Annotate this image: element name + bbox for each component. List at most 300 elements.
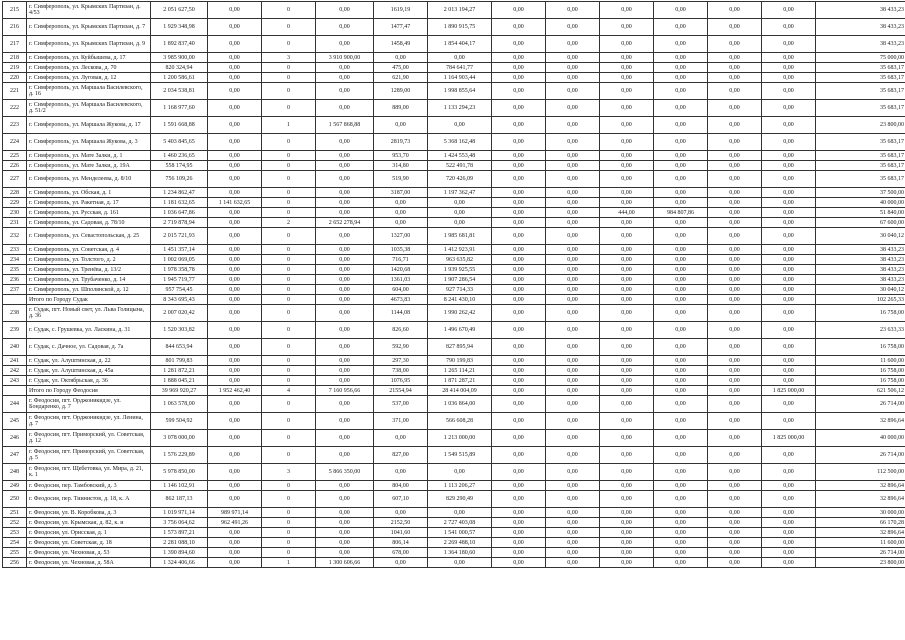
table-row: [3, 2, 905, 19]
address-cell: г. Феодосия, пгт. Щебетовка, ул. Мира, д. 21, к. 1: [27, 464, 151, 481]
value-cell: 0,00: [546, 538, 600, 548]
value-cell: 0,00: [546, 548, 600, 558]
value-cell: 0,00: [762, 538, 816, 548]
value-cell: 1 939 925,55: [428, 265, 492, 275]
value-cell: 0,00: [654, 430, 708, 447]
value-cell: 1619,19: [374, 2, 428, 19]
value-cell: 962 491,26: [208, 518, 262, 528]
value-cell: 0,00: [492, 464, 546, 481]
value-cell: 0: [262, 366, 316, 376]
value-cell: 40 000,00: [816, 430, 905, 447]
value-cell: 790 199,83: [428, 356, 492, 366]
value-cell: 0,00: [492, 83, 546, 100]
value-cell: 0,00: [492, 73, 546, 83]
value-cell: 0,00: [546, 481, 600, 491]
value-cell: 0,00: [654, 36, 708, 53]
value-cell: 0,00: [708, 538, 762, 548]
value-cell: 0,00: [546, 447, 600, 464]
value-cell: 102 265,33: [816, 295, 905, 305]
value-cell: 1327,00: [374, 228, 428, 245]
row-number-cell: 233: [3, 245, 27, 255]
address-cell: г. Симферополь, ул. Мате Залки, д. 1: [27, 151, 151, 161]
value-cell: 23 800,00: [816, 117, 905, 134]
value-cell: 0,00: [708, 295, 762, 305]
table-row: [3, 481, 905, 491]
value-cell: 0,00: [708, 528, 762, 538]
row-number-cell: 240: [3, 339, 27, 356]
value-cell: 1 591 668,88: [151, 117, 208, 134]
value-cell: 0,00: [492, 208, 546, 218]
value-cell: 32 896,64: [816, 491, 905, 508]
value-cell: 0,00: [708, 218, 762, 228]
value-cell: 5 368 162,48: [428, 134, 492, 151]
value-cell: 0,00: [546, 36, 600, 53]
value-cell: 0,00: [546, 265, 600, 275]
value-cell: 0,00: [492, 188, 546, 198]
value-cell: 0: [262, 275, 316, 285]
value-cell: 0,00: [708, 19, 762, 36]
table-row: [3, 208, 905, 218]
value-cell: 0: [262, 376, 316, 386]
table-row: [3, 198, 905, 208]
value-cell: 0,00: [316, 491, 374, 508]
value-cell: 1289,00: [374, 83, 428, 100]
value-cell: 1 892 837,40: [151, 36, 208, 53]
table-row: [3, 275, 905, 285]
value-cell: 23 633,33: [816, 322, 905, 339]
value-cell: 0,00: [208, 339, 262, 356]
value-cell: 38 433,23: [816, 265, 905, 275]
address-cell: г. Судак, ул. Алуштинская, д. 22: [27, 356, 151, 366]
value-cell: 0: [262, 151, 316, 161]
value-cell: 32 896,64: [816, 481, 905, 491]
value-cell: 32 896,64: [816, 528, 905, 538]
value-cell: 0,00: [546, 208, 600, 218]
table-row: [3, 63, 905, 73]
value-cell: 0,00: [492, 538, 546, 548]
value-cell: 0: [262, 100, 316, 117]
value-cell: 0,00: [492, 134, 546, 151]
value-cell: 0,00: [492, 63, 546, 73]
value-cell: 1 424 553,48: [428, 151, 492, 161]
value-cell: 0,00: [600, 481, 654, 491]
value-cell: 0,00: [762, 134, 816, 151]
value-cell: 1 945 719,77: [151, 275, 208, 285]
value-cell: 0,00: [600, 413, 654, 430]
value-cell: 0,00: [316, 19, 374, 36]
value-cell: 566 608,28: [428, 413, 492, 430]
address-cell: Итого по Городу Судак: [27, 295, 151, 305]
row-number-cell: 237: [3, 285, 27, 295]
value-cell: 0,00: [492, 518, 546, 528]
value-cell: 0,00: [546, 188, 600, 198]
value-cell: 0: [262, 528, 316, 538]
value-cell: 1 573 897,21: [151, 528, 208, 538]
row-number-cell: 234: [3, 255, 27, 265]
value-cell: 0,00: [654, 447, 708, 464]
value-cell: 0,00: [374, 218, 428, 228]
value-cell: 0,00: [428, 198, 492, 208]
value-cell: 0,00: [208, 295, 262, 305]
address-cell: г. Симферополь, ул. Маршала Василевского, д. 16: [27, 83, 151, 100]
table-row: [3, 386, 905, 396]
value-cell: 0,00: [546, 464, 600, 481]
value-cell: 963 635,82: [428, 255, 492, 265]
value-cell: 0,00: [546, 528, 600, 538]
value-cell: 0,00: [654, 322, 708, 339]
value-cell: 0,00: [762, 117, 816, 134]
value-cell: 0,00: [708, 2, 762, 19]
value-cell: 30 040,12: [816, 285, 905, 295]
value-cell: 0,00: [428, 208, 492, 218]
value-cell: 0,00: [208, 285, 262, 295]
value-cell: 35 683,17: [816, 151, 905, 161]
address-cell: г. Феодосия, пгт. Приморский, ул. Советская, д. 5: [27, 447, 151, 464]
value-cell: 0,00: [654, 356, 708, 366]
value-cell: 1 888 045,21: [151, 376, 208, 386]
value-cell: 804,00: [374, 481, 428, 491]
value-cell: 0,00: [316, 430, 374, 447]
value-cell: 0,00: [208, 117, 262, 134]
value-cell: 16 758,00: [816, 305, 905, 322]
value-cell: 0,00: [208, 396, 262, 413]
row-number-cell: 227: [3, 171, 27, 188]
value-cell: 11 600,00: [816, 538, 905, 548]
value-cell: 1 146 102,91: [151, 481, 208, 491]
address-cell: Итого по Городу Феодосия: [27, 386, 151, 396]
value-cell: 0,00: [316, 188, 374, 198]
row-number-cell: 225: [3, 151, 27, 161]
value-cell: 0,00: [654, 73, 708, 83]
value-cell: 38 433,23: [816, 36, 905, 53]
row-number-cell: [3, 386, 27, 396]
value-cell: 0,00: [208, 305, 262, 322]
value-cell: 1 952 462,40: [208, 386, 262, 396]
value-cell: 2 007 020,42: [151, 305, 208, 322]
value-cell: 0,00: [546, 366, 600, 376]
value-cell: 0,00: [546, 117, 600, 134]
row-number-cell: 251: [3, 508, 27, 518]
address-cell: г. Симферополь, ул. Советская, д. 4: [27, 245, 151, 255]
value-cell: 0,00: [546, 356, 600, 366]
value-cell: 0,00: [654, 491, 708, 508]
value-cell: 16 758,00: [816, 339, 905, 356]
address-cell: г. Симферополь, ул. Русская, д. 161: [27, 208, 151, 218]
value-cell: 0,00: [208, 2, 262, 19]
value-cell: 0,00: [546, 2, 600, 19]
value-cell: 0,00: [762, 198, 816, 208]
table-row: [3, 538, 905, 548]
value-cell: 607,10: [374, 491, 428, 508]
value-cell: 0,00: [762, 255, 816, 265]
address-cell: г. Симферополь, ул. Маршала Жукова, д. 17: [27, 117, 151, 134]
value-cell: 720 426,09: [428, 171, 492, 188]
value-cell: 1 520 303,82: [151, 322, 208, 339]
value-cell: 0,00: [316, 208, 374, 218]
value-cell: 0,00: [546, 63, 600, 73]
value-cell: 0,00: [708, 339, 762, 356]
value-cell: 0,00: [708, 171, 762, 188]
value-cell: 0,00: [600, 255, 654, 265]
value-cell: 0,00: [762, 447, 816, 464]
value-cell: 0,00: [654, 2, 708, 19]
value-cell: 0,00: [708, 430, 762, 447]
value-cell: 0,00: [762, 265, 816, 275]
value-cell: 0,00: [492, 558, 546, 568]
value-cell: 0,00: [708, 265, 762, 275]
value-cell: 26 714,00: [816, 447, 905, 464]
value-cell: 862 187,13: [151, 491, 208, 508]
value-cell: 0,00: [492, 218, 546, 228]
address-cell: г. Симферополь, ул. Мате Залки, д. 19А: [27, 161, 151, 171]
table-row: [3, 548, 905, 558]
value-cell: 0,00: [492, 100, 546, 117]
value-cell: 5 866 350,00: [316, 464, 374, 481]
value-cell: 2 652 278,94: [316, 218, 374, 228]
row-number-cell: 224: [3, 134, 27, 151]
value-cell: 0,00: [654, 305, 708, 322]
value-cell: 0,00: [600, 376, 654, 386]
row-number-cell: 256: [3, 558, 27, 568]
value-cell: 0,00: [762, 356, 816, 366]
value-cell: 297,30: [374, 356, 428, 366]
table-row: [3, 305, 905, 322]
value-cell: 0,00: [708, 481, 762, 491]
value-cell: 537,00: [374, 396, 428, 413]
table-row: [3, 218, 905, 228]
value-cell: 0,00: [316, 228, 374, 245]
row-number-cell: 239: [3, 322, 27, 339]
value-cell: 1 168 977,60: [151, 100, 208, 117]
value-cell: 0,00: [208, 171, 262, 188]
value-cell: 0,00: [208, 218, 262, 228]
value-cell: 756 109,26: [151, 171, 208, 188]
value-cell: 1 549 515,89: [428, 447, 492, 464]
value-cell: 1076,95: [374, 376, 428, 386]
value-cell: 0,00: [316, 275, 374, 285]
value-cell: 0,00: [708, 366, 762, 376]
value-cell: 0,00: [208, 430, 262, 447]
value-cell: 38 433,23: [816, 275, 905, 285]
value-cell: 522 491,78: [428, 161, 492, 171]
value-cell: 0,00: [316, 518, 374, 528]
value-cell: 0,00: [708, 83, 762, 100]
value-cell: 0,00: [492, 386, 546, 396]
row-number-cell: 222: [3, 100, 27, 117]
value-cell: 0,00: [208, 100, 262, 117]
value-cell: 0,00: [492, 322, 546, 339]
table-row: [3, 518, 905, 528]
row-number-cell: 221: [3, 83, 27, 100]
value-cell: 0,00: [208, 228, 262, 245]
value-cell: 0,00: [708, 558, 762, 568]
value-cell: 0,00: [708, 491, 762, 508]
value-cell: 0,00: [708, 161, 762, 171]
value-cell: 0,00: [762, 528, 816, 538]
value-cell: 0,00: [546, 134, 600, 151]
value-cell: 0,00: [762, 558, 816, 568]
value-cell: 1 496 670,49: [428, 322, 492, 339]
value-cell: 3 756 064,62: [151, 518, 208, 528]
address-cell: г. Феодосия, ул. Крымская, д. 82, к. и: [27, 518, 151, 528]
table-row: [3, 396, 905, 413]
value-cell: 0: [262, 413, 316, 430]
value-cell: 0,00: [208, 265, 262, 275]
value-cell: 716,71: [374, 255, 428, 265]
value-cell: 0,00: [654, 285, 708, 295]
value-cell: 0,00: [600, 2, 654, 19]
value-cell: 0: [262, 548, 316, 558]
value-cell: 0,00: [208, 528, 262, 538]
value-cell: 0,00: [316, 538, 374, 548]
value-cell: 0,00: [546, 413, 600, 430]
value-cell: 827,00: [374, 447, 428, 464]
value-cell: 475,00: [374, 63, 428, 73]
value-cell: 0,00: [708, 413, 762, 430]
value-cell: 1 978 358,78: [151, 265, 208, 275]
value-cell: 0,00: [492, 171, 546, 188]
value-cell: 0: [262, 198, 316, 208]
value-cell: 1 907 286,54: [428, 275, 492, 285]
value-cell: 0,00: [762, 464, 816, 481]
address-cell: г. Феодосия, пгт. Приморский, ул. Советская, д. 12: [27, 430, 151, 447]
value-cell: 0,00: [654, 464, 708, 481]
value-cell: 0,00: [492, 305, 546, 322]
value-cell: 826,60: [374, 322, 428, 339]
value-cell: 0,00: [492, 198, 546, 208]
value-cell: 0,00: [428, 218, 492, 228]
value-cell: 38 433,23: [816, 2, 905, 19]
value-cell: 37 500,00: [816, 188, 905, 198]
value-cell: 5 978 850,00: [151, 464, 208, 481]
value-cell: 0,00: [208, 245, 262, 255]
value-cell: 30 000,00: [816, 508, 905, 518]
value-cell: 0,00: [708, 548, 762, 558]
value-cell: 0,00: [546, 151, 600, 161]
table-row: [3, 134, 905, 151]
value-cell: 0,00: [708, 356, 762, 366]
value-cell: 0,00: [600, 83, 654, 100]
value-cell: 8 343 695,43: [151, 295, 208, 305]
value-cell: 0,00: [654, 396, 708, 413]
row-number-cell: 242: [3, 366, 27, 376]
value-cell: 984 807,86: [654, 208, 708, 218]
value-cell: 5 403 845,65: [151, 134, 208, 151]
value-cell: 0,00: [654, 245, 708, 255]
value-cell: 0,00: [654, 171, 708, 188]
value-cell: 0,00: [708, 100, 762, 117]
value-cell: 0,00: [546, 53, 600, 63]
value-cell: 0,00: [654, 53, 708, 63]
value-cell: 35 683,17: [816, 83, 905, 100]
value-cell: 371,00: [374, 413, 428, 430]
value-cell: 0,00: [762, 161, 816, 171]
value-cell: 0,00: [708, 518, 762, 528]
table-row: [3, 228, 905, 245]
value-cell: 66 170,28: [816, 518, 905, 528]
value-cell: 0,00: [208, 63, 262, 73]
value-cell: 0,00: [492, 265, 546, 275]
value-cell: 0,00: [546, 83, 600, 100]
value-cell: 0,00: [654, 151, 708, 161]
row-number-cell: 243: [3, 376, 27, 386]
value-cell: 0,00: [762, 339, 816, 356]
value-cell: 0: [262, 295, 316, 305]
value-cell: 0,00: [708, 53, 762, 63]
row-number-cell: 228: [3, 188, 27, 198]
value-cell: 0,00: [762, 413, 816, 430]
value-cell: 0,00: [316, 447, 374, 464]
value-cell: 0,00: [708, 396, 762, 413]
value-cell: 0,00: [600, 339, 654, 356]
value-cell: 0,00: [316, 481, 374, 491]
value-cell: 0,00: [708, 322, 762, 339]
value-cell: 0,00: [600, 198, 654, 208]
value-cell: 1 567 868,88: [316, 117, 374, 134]
value-cell: 0,00: [600, 305, 654, 322]
value-cell: 0: [262, 518, 316, 528]
value-cell: 0,00: [600, 151, 654, 161]
value-cell: 38 433,23: [816, 255, 905, 265]
value-cell: 0,00: [316, 339, 374, 356]
value-cell: 2 013 194,27: [428, 2, 492, 19]
value-cell: 0,00: [316, 265, 374, 275]
value-cell: 0,00: [762, 228, 816, 245]
value-cell: 0,00: [208, 538, 262, 548]
value-cell: 0,00: [492, 151, 546, 161]
address-cell: г. Симферополь, ул. Лескова, д. 70: [27, 63, 151, 73]
value-cell: 1361,03: [374, 275, 428, 285]
value-cell: 1 265 114,21: [428, 366, 492, 376]
value-cell: 0,00: [316, 376, 374, 386]
value-cell: 0,00: [654, 265, 708, 275]
value-cell: 0,00: [546, 198, 600, 208]
address-cell: г. Симферополь, ул. Луговая, д. 12: [27, 73, 151, 83]
address-cell: г. Судак, ул. Алуштинская, д. 45а: [27, 366, 151, 376]
value-cell: 0: [262, 2, 316, 19]
value-cell: 0,00: [546, 161, 600, 171]
address-cell: г. Симферополь, ул. Обская, д. 1: [27, 188, 151, 198]
value-cell: 0,00: [316, 508, 374, 518]
value-cell: 1041,60: [374, 528, 428, 538]
value-cell: 0,00: [654, 117, 708, 134]
value-cell: 0,00: [762, 508, 816, 518]
value-cell: 1 036 864,00: [428, 396, 492, 413]
value-cell: 0,00: [208, 356, 262, 366]
value-cell: 0,00: [654, 518, 708, 528]
table-row: [3, 508, 905, 518]
table-row: [3, 413, 905, 430]
value-cell: 0,00: [600, 491, 654, 508]
value-cell: 0: [262, 63, 316, 73]
value-cell: 0,00: [546, 73, 600, 83]
value-cell: 0,00: [600, 188, 654, 198]
value-cell: 889,00: [374, 100, 428, 117]
value-cell: 3: [262, 464, 316, 481]
row-number-cell: 241: [3, 356, 27, 366]
value-cell: 0,00: [708, 285, 762, 295]
value-cell: 0,00: [708, 208, 762, 218]
value-cell: 0,00: [374, 208, 428, 218]
address-cell: г. Симферополь, ул. Толстого, д. 2: [27, 255, 151, 265]
value-cell: 0,00: [316, 366, 374, 376]
value-cell: 1 854 404,17: [428, 36, 492, 53]
value-cell: 829 290,49: [428, 491, 492, 508]
value-cell: 1: [262, 117, 316, 134]
value-cell: 51 840,00: [816, 208, 905, 218]
value-cell: 0,00: [600, 538, 654, 548]
value-cell: 444,00: [600, 208, 654, 218]
